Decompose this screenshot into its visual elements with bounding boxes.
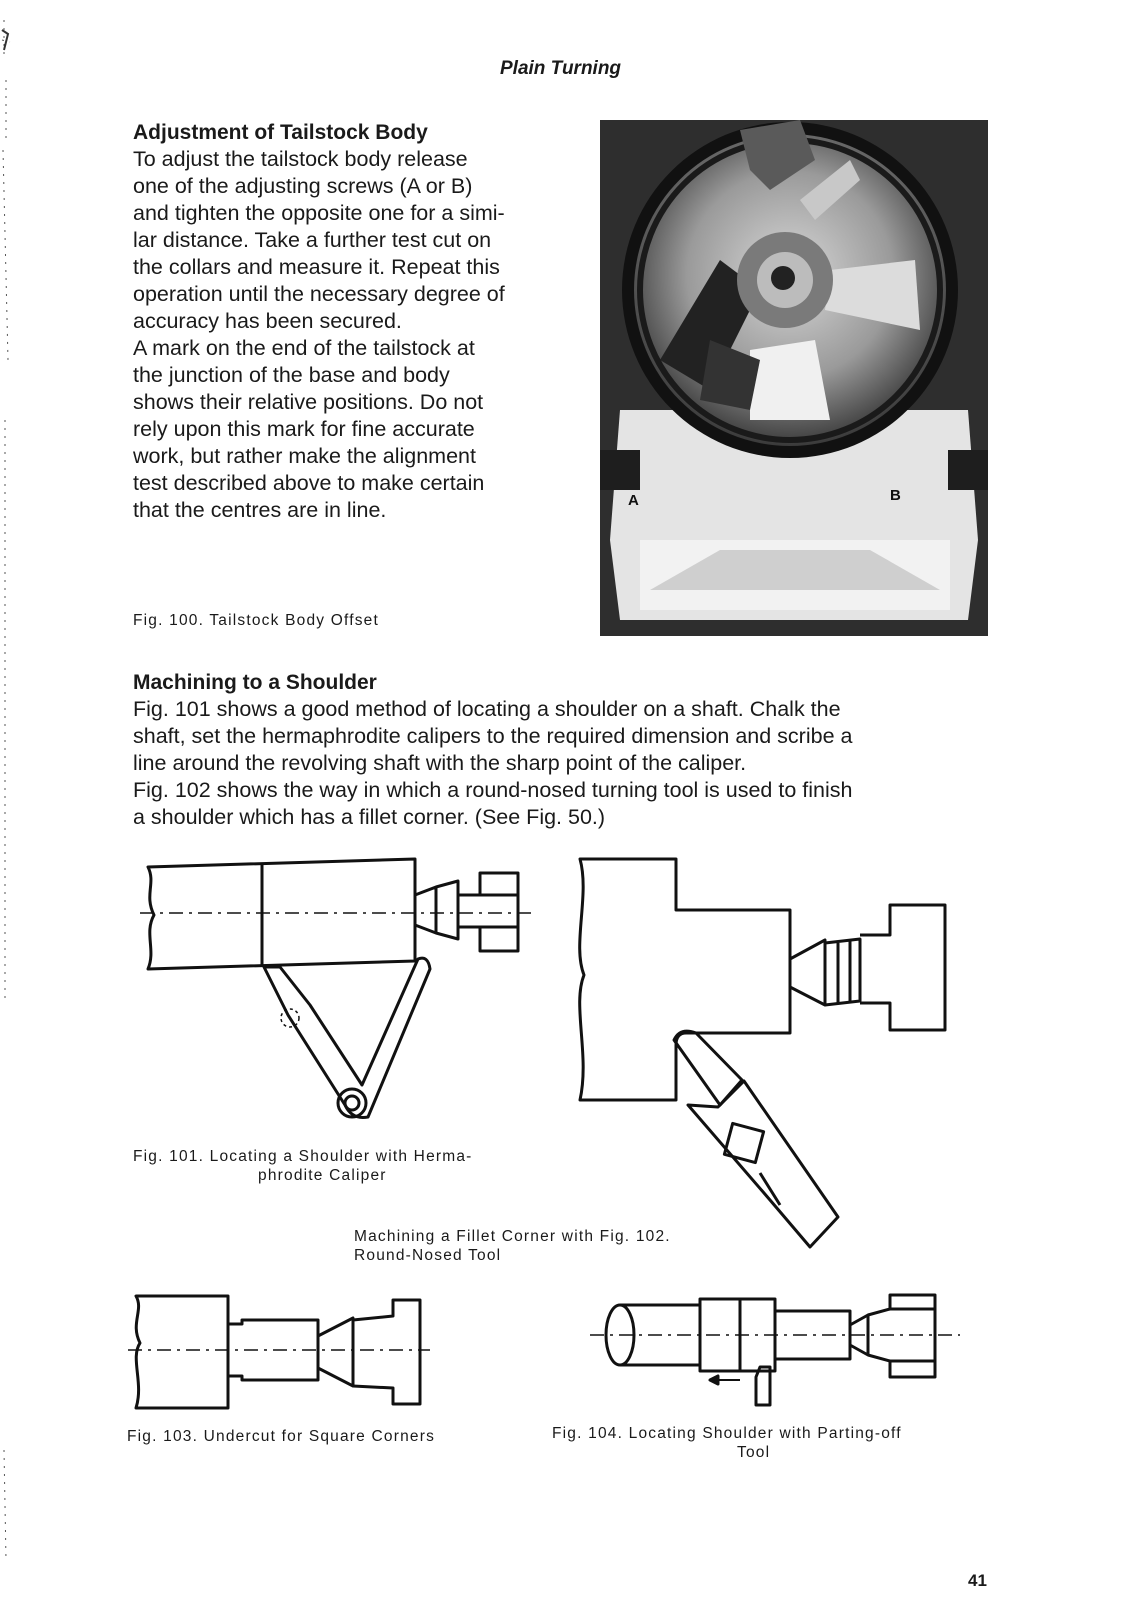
label-b: B [890, 487, 901, 504]
text-line: Fig. 102 shows the way in which a round-nosed turning tool is used to finish [133, 778, 853, 802]
scan-edge-artifact [0, 0, 30, 1600]
section-body-shoulder [133, 696, 963, 831]
section-body-tailstock [133, 146, 558, 524]
fig102-caption-line1: Machining a Fillet Corner with Fig. 102. [354, 1228, 671, 1245]
text-line: shows their relative positions. Do not [133, 390, 484, 414]
fig102-caption-line2: Round-Nosed Tool [354, 1247, 502, 1264]
fig103-caption: Fig. 103. Undercut for Square Corners [127, 1428, 436, 1445]
text-line: rely upon this mark for fine accurate [133, 417, 475, 441]
text-line: the collars and measure it. Repeat this [133, 255, 500, 279]
text-line: the junction of the base and body [133, 363, 450, 387]
text-line: line around the revolving shaft with the sharp point of the caliper. [133, 751, 747, 775]
text-line: shaft, set the hermaphrodite calipers to the required dimension and scribe a [133, 724, 853, 748]
text-line: a shoulder which has a fillet corner. (See Fig. 50.) [133, 805, 606, 829]
tailstock-photo [600, 120, 988, 636]
text-line: work, but rather make the alignment [133, 444, 476, 468]
fig103-drawing [128, 1288, 438, 1423]
text-line: accuracy has been secured. [133, 309, 402, 333]
text-line: Fig. 101 shows a good method of locating a shoulder on a shaft. Chalk the [133, 697, 841, 721]
section-heading-shoulder: Machining to a Shoulder [133, 671, 377, 694]
page-number: 41 [968, 1571, 987, 1590]
section-heading-tailstock: Adjustment of Tailstock Body [133, 121, 428, 144]
fig104-caption-line1: Fig. 104. Locating Shoulder with Parting-off [552, 1425, 902, 1442]
fig102-drawing [570, 855, 970, 1255]
fig100-caption: Fig. 100. Tailstock Body Offset [133, 612, 379, 629]
text-line: and tighten the opposite one for a simi- [133, 201, 505, 225]
text-line: test described above to make certain [133, 471, 485, 495]
text-line: operation until the necessary degree of [133, 282, 505, 306]
text-line: To adjust the tailstock body release [133, 147, 468, 171]
running-header: Plain Turning [500, 58, 622, 79]
text-line: that the centres are in line. [133, 498, 387, 522]
text-line: lar distance. Take a further test cut on [133, 228, 492, 252]
label-a: A [628, 492, 639, 509]
fig101-caption-line1: Fig. 101. Locating a Shoulder with Herma- [133, 1148, 473, 1165]
fig101-caption-line2: phrodite Caliper [258, 1167, 387, 1184]
text-line: one of the adjusting screws (A or B) [133, 174, 473, 198]
fig104-caption-line2: Tool [737, 1444, 771, 1461]
fig104-drawing [590, 1285, 970, 1420]
fig101-drawing [140, 855, 540, 1140]
text-line: A mark on the end of the tailstock at [133, 336, 475, 360]
